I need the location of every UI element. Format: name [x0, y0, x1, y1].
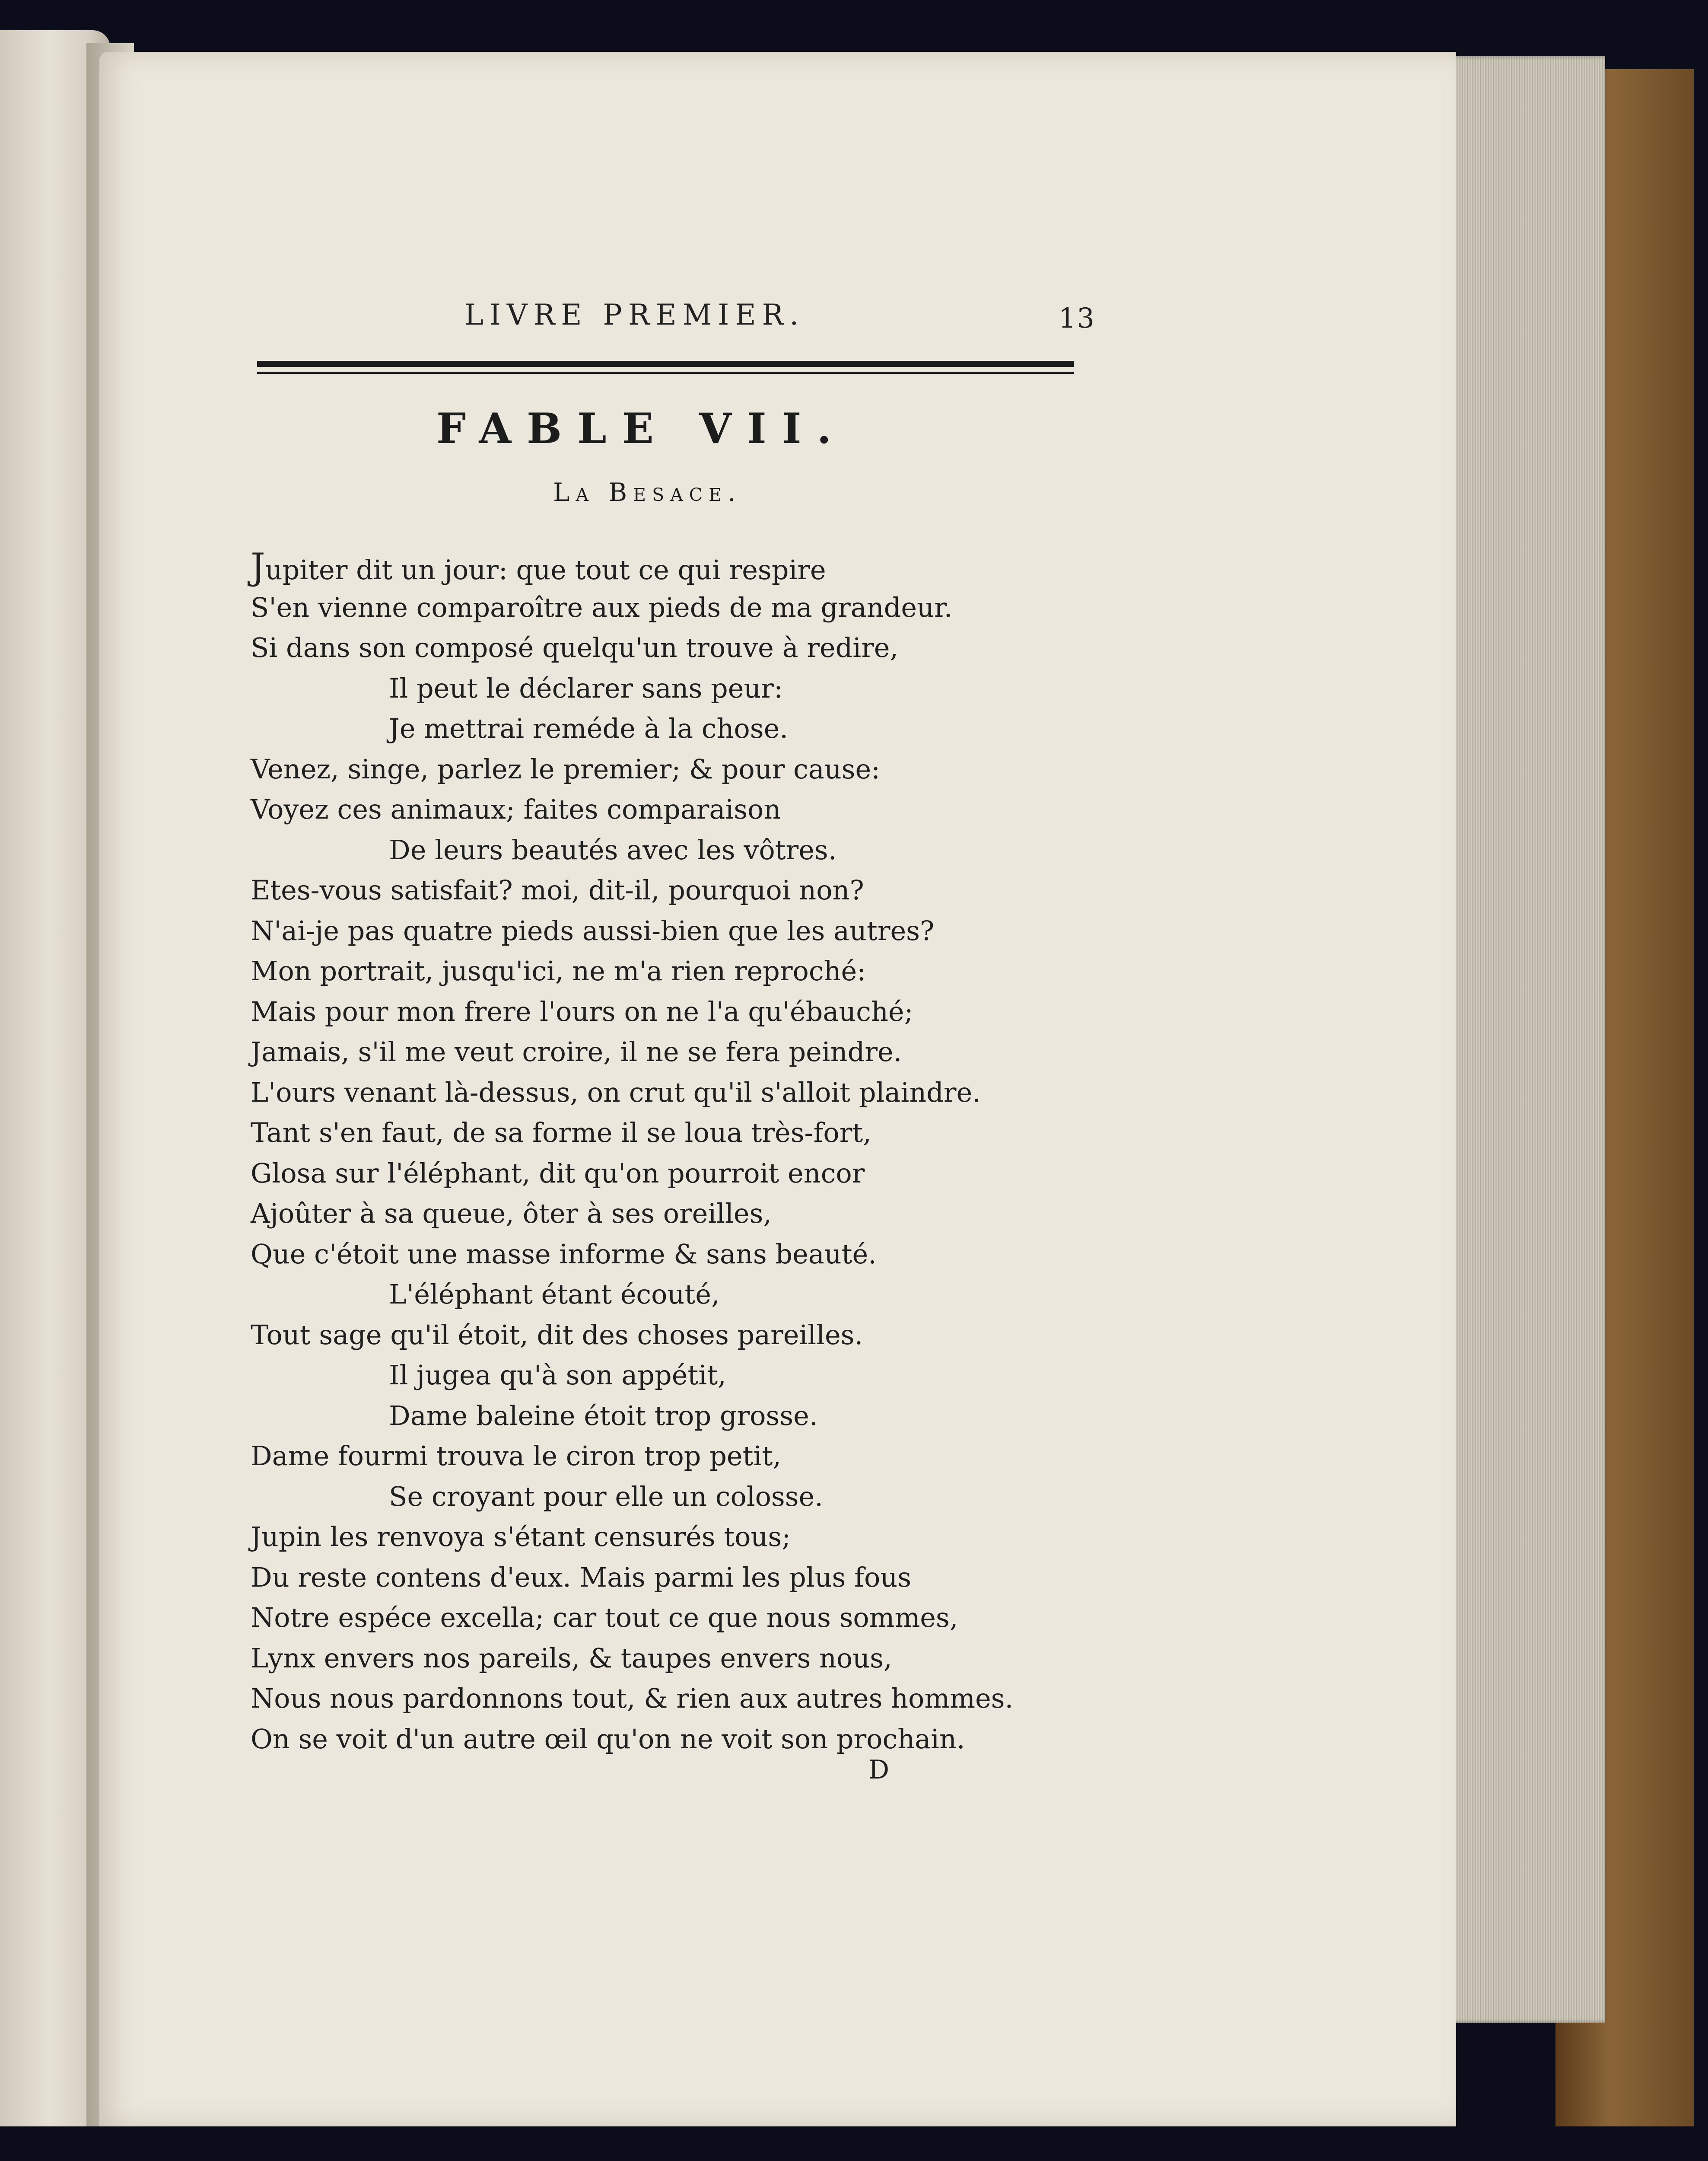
- running-head: [253, 298, 1095, 346]
- poem-line: Si dans son composé quelqu'un trouve à redire,: [251, 632, 899, 663]
- page-number: 13: [1058, 303, 1095, 335]
- poem-line: Jupiter dit un jour: que tout ce qui respire: [251, 545, 826, 588]
- poem-line: Se croyant pour elle un colosse.: [389, 1480, 823, 1512]
- poem-line: N'ai-je pas quatre pieds aussi-bien que les autres?: [251, 915, 935, 947]
- poem-line: Glosa sur l'éléphant, dit qu'on pourroit encor: [251, 1157, 865, 1189]
- poem-line: Mais pour mon frere l'ours on ne l'a qu'ébauché;: [251, 995, 913, 1027]
- poem-line: Mon portrait, jusqu'ici, ne m'a rien reproché:: [251, 955, 866, 987]
- poem-line: De leurs beautés avec les vôtres.: [389, 834, 837, 866]
- poem-line: Venez, singe, parlez le premier; & pour cause:: [251, 753, 881, 785]
- poem-line: Ajoûter à sa queue, ôter à ses oreilles,: [251, 1198, 772, 1229]
- poem-line: Lynx envers nos pareils, & taupes envers nous,: [251, 1642, 892, 1674]
- poem-line: Jamais, s'il me veut croire, il ne se fera peindre.: [251, 1036, 902, 1068]
- poem-line: Il peut le déclarer sans peur:: [389, 672, 783, 704]
- header-rule-thick: [257, 361, 1074, 367]
- poem-line: Nous nous pardonnons tout, & rien aux autres hommes.: [251, 1683, 1014, 1714]
- poem-line: L'ours venant là-dessus, on crut qu'il s'alloit plaindre.: [251, 1076, 981, 1108]
- poem-line: Il jugea qu'à son appétit,: [389, 1359, 726, 1391]
- poem-body: [251, 547, 1115, 1759]
- fable-subtitle: La Besace.: [553, 478, 742, 507]
- poem-line: Que c'étoit une masse informe & sans beauté.: [251, 1238, 877, 1270]
- poem-line: Jupin les renvoya s'étant censurés tous;: [251, 1521, 791, 1552]
- poem-line: S'en vienne comparoître aux pieds de ma grandeur.: [251, 591, 953, 623]
- poem-line: Je mettrai reméde à la chose.: [389, 713, 788, 744]
- fable-title: FABLE VII.: [436, 404, 847, 453]
- signature-mark: D: [868, 1755, 890, 1785]
- poem-line: Du reste contens d'eux. Mais parmi les plus fous: [251, 1561, 912, 1593]
- poem-line: L'éléphant étant écouté,: [389, 1278, 720, 1310]
- header-rule-thin: [257, 372, 1074, 374]
- poem-line: Voyez ces animaux; faites comparaison: [251, 794, 781, 825]
- poem-line: Notre espéce excella; car tout ce que nous sommes,: [251, 1602, 958, 1633]
- poem-line: On se voit d'un autre œil qu'on ne voit son prochain.: [251, 1723, 965, 1755]
- poem-line: Etes-vous satisfait? moi, dit-il, pourquoi non?: [251, 874, 864, 906]
- poem-line: Dame baleine étoit trop grosse.: [389, 1399, 818, 1431]
- poem-line: Tant s'en faut, de sa forme il se loua très-fort,: [251, 1117, 871, 1148]
- poem-line: Dame fourmi trouva le ciron trop petit,: [251, 1440, 781, 1472]
- page-block-edges: [1450, 56, 1605, 2023]
- running-head-title: LIVRE PREMIER.: [464, 298, 805, 331]
- poem-line: Tout sage qu'il étoit, dit des choses pareilles.: [251, 1319, 863, 1351]
